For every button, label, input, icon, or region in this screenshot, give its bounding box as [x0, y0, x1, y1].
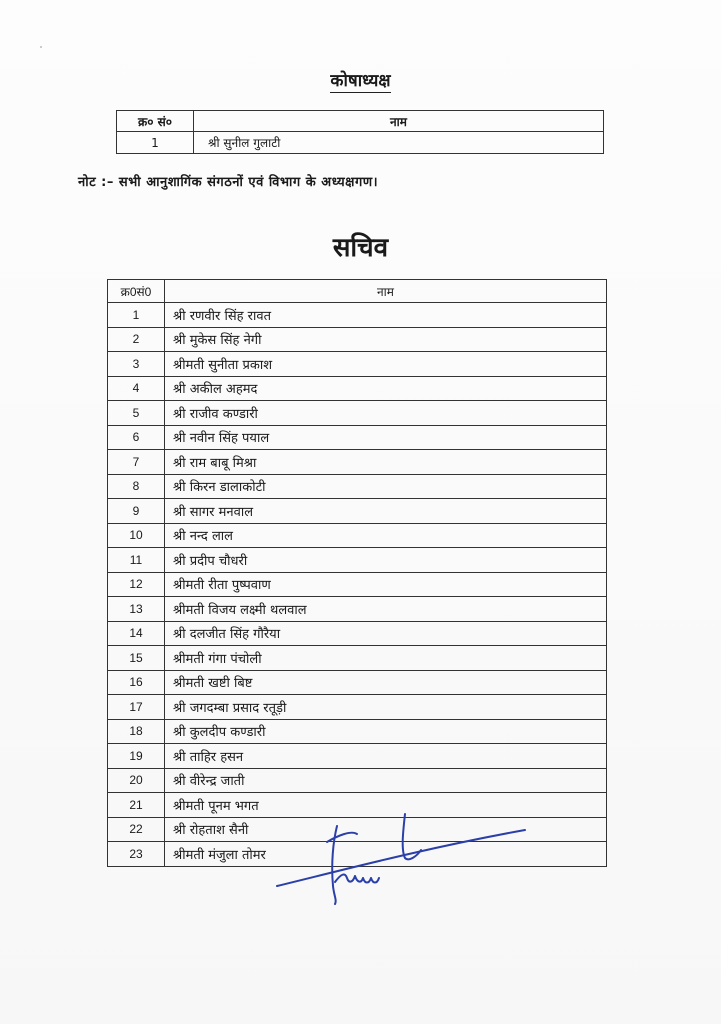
- member-name: श्री रणवीर सिंह रावत: [165, 303, 607, 328]
- member-name: श्री मुकेस सिंह नेगी: [165, 327, 607, 352]
- serial-number: 6: [108, 425, 165, 450]
- table-row: [108, 523, 607, 548]
- table-row: [108, 646, 607, 671]
- serial-number: 1: [108, 303, 165, 328]
- serial-number: 7: [108, 450, 165, 475]
- table-row: [108, 621, 607, 646]
- member-name: श्री सागर मनवाल: [165, 499, 607, 524]
- table-row: [108, 376, 607, 401]
- header-name: नाम: [194, 111, 604, 132]
- serial-number: 12: [108, 572, 165, 597]
- table-row: [108, 499, 607, 524]
- member-name: श्री प्रदीप चौधरी: [165, 548, 607, 573]
- note-text: नोट :– सभी आनुशागिंक संगठनों एवं विभाग के अध्यक्षगण।: [78, 175, 379, 190]
- member-name: श्रीमती मंजुला तोमर: [165, 842, 607, 867]
- member-name: श्री नन्द लाल: [165, 523, 607, 548]
- member-name: श्रीमती खष्टी बिष्ट: [165, 670, 607, 695]
- serial-number: 5: [108, 401, 165, 426]
- member-name: श्री कुलदीप कण्डारी: [165, 719, 607, 744]
- member-name: श्री नवीन सिंह पयाल: [165, 425, 607, 450]
- member-name: श्री दलजीत सिंह गौरैया: [165, 621, 607, 646]
- treasurer-title: कोषाध्यक्ष: [330, 71, 391, 91]
- serial-number: 1: [117, 132, 194, 154]
- table-row: [108, 474, 607, 499]
- serial-number: 21: [108, 793, 165, 818]
- member-name: श्रीमती पूनम भगत: [165, 793, 607, 818]
- serial-number: 10: [108, 523, 165, 548]
- handwritten-signature: [275, 812, 535, 912]
- serial-number: 15: [108, 646, 165, 671]
- table-row: [108, 719, 607, 744]
- member-name: श्रीमती गंगा पंचोली: [165, 646, 607, 671]
- member-name: श्री अकील अहमद: [165, 376, 607, 401]
- member-name: श्री किरन डालाकोटी: [165, 474, 607, 499]
- member-name: श्री राम बाबू मिश्रा: [165, 450, 607, 475]
- serial-number: 13: [108, 597, 165, 622]
- table-row: [108, 450, 607, 475]
- serial-number: 22: [108, 817, 165, 842]
- table-row: [108, 670, 607, 695]
- header-serial-number: क्र0सं0: [108, 280, 165, 303]
- serial-number: 16: [108, 670, 165, 695]
- serial-number: 9: [108, 499, 165, 524]
- member-name: श्री ताहिर हसन: [165, 744, 607, 769]
- member-name: श्रीमती विजय लक्ष्मी थलवाल: [165, 597, 607, 622]
- table-row: [108, 425, 607, 450]
- serial-number: 18: [108, 719, 165, 744]
- table-header-row: [117, 111, 604, 132]
- member-name: श्री राजीव कण्डारी: [165, 401, 607, 426]
- table-row: [108, 401, 607, 426]
- serial-number: 2: [108, 327, 165, 352]
- table-header-row: [108, 280, 607, 303]
- serial-number: 4: [108, 376, 165, 401]
- serial-number: 3: [108, 352, 165, 377]
- table-row: [108, 744, 607, 769]
- member-name: श्री रोहताश सैनी: [165, 817, 607, 842]
- table-row: [108, 352, 607, 377]
- table-row: [108, 768, 607, 793]
- secretary-table: [107, 279, 607, 867]
- table-row: [108, 303, 607, 328]
- serial-number: 19: [108, 744, 165, 769]
- serial-number: 14: [108, 621, 165, 646]
- table-row: [108, 572, 607, 597]
- member-name: श्री वीरेन्द्र जाती: [165, 768, 607, 793]
- table-row: [108, 327, 607, 352]
- member-name: श्रीमती सुनीता प्रकाश: [165, 352, 607, 377]
- table-row: [117, 132, 604, 154]
- serial-number: 23: [108, 842, 165, 867]
- table-row: [108, 695, 607, 720]
- scan-speck: [40, 46, 42, 48]
- serial-number: 20: [108, 768, 165, 793]
- header-name: नाम: [165, 280, 607, 303]
- secretary-title: सचिव: [332, 233, 389, 263]
- table-row: [108, 548, 607, 573]
- member-name: श्री जगदम्बा प्रसाद रतूड़ी: [165, 695, 607, 720]
- member-name: श्री सुनील गुलाटी: [194, 132, 604, 154]
- member-name: श्रीमती रीता पुष्पवाण: [165, 572, 607, 597]
- treasurer-table: [116, 110, 604, 154]
- table-row: [108, 597, 607, 622]
- serial-number: 8: [108, 474, 165, 499]
- header-serial-number: क्र० सं०: [117, 111, 194, 132]
- signature-strokes: [277, 814, 525, 904]
- serial-number: 17: [108, 695, 165, 720]
- serial-number: 11: [108, 548, 165, 573]
